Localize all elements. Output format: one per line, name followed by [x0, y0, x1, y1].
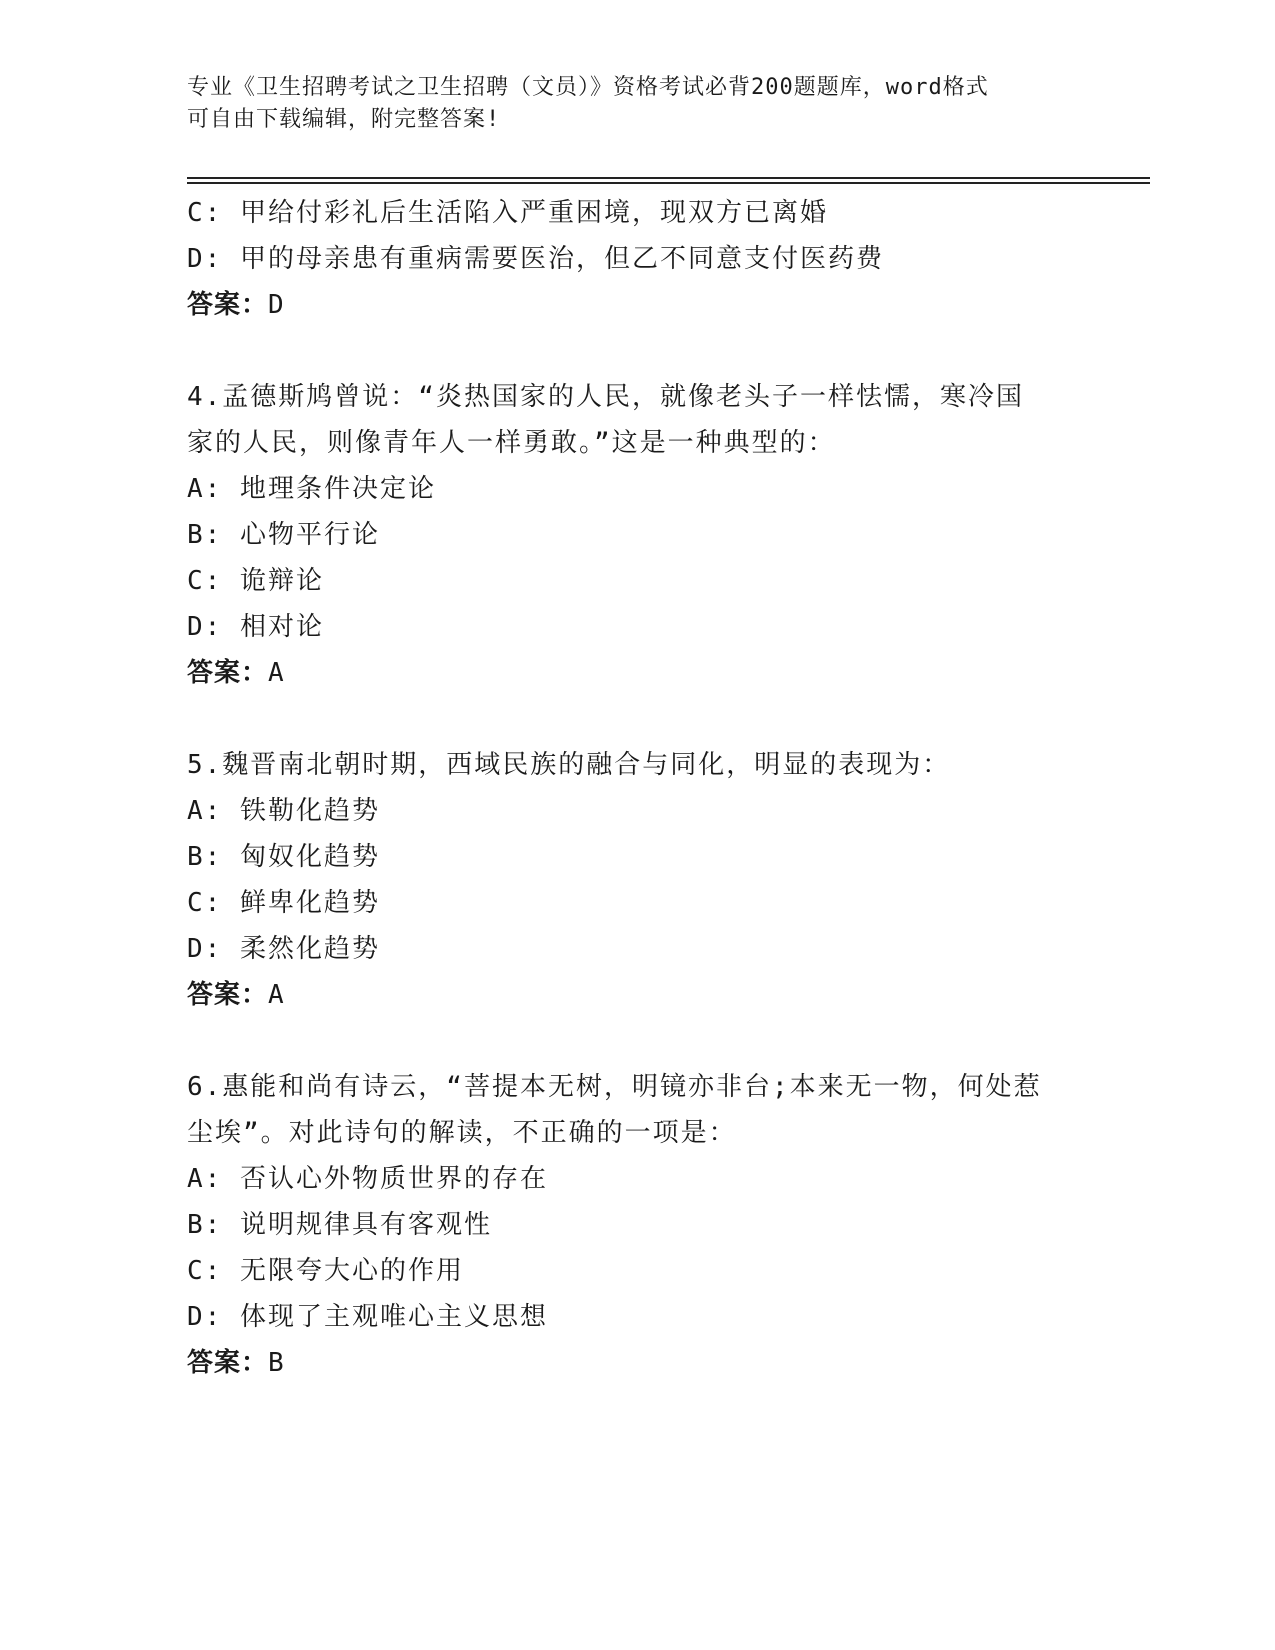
- option-a: A: 否认心外物质世界的存在: [187, 1164, 548, 1194]
- answer-line: [187, 1340, 1087, 1386]
- header-divider-top: [187, 177, 1150, 179]
- answer-value: B: [268, 1348, 285, 1378]
- answer-label: 答案：: [187, 980, 269, 1010]
- option-a: A: 铁勒化趋势: [187, 796, 380, 826]
- question-list: [187, 190, 1087, 1386]
- question-stem-continued: 尘埃”。对此诗句的解读，不正确的一项是：: [187, 1118, 737, 1148]
- answer-line: [187, 282, 1087, 328]
- option-c: C: 无限夸大心的作用: [187, 1256, 464, 1286]
- spacer: [187, 328, 1087, 374]
- header-line-1: 专业《卫生招聘考试之卫生招聘（文员）》资格考试必背200题题库，word格式: [187, 75, 989, 100]
- option-b: B: 说明规律具有客观性: [187, 1210, 492, 1240]
- answer-value: A: [268, 658, 285, 688]
- question-4: [187, 374, 1087, 696]
- option-c: C: 甲给付彩礼后生活陷入严重困境，现双方已离婚: [187, 198, 828, 228]
- question-5: [187, 742, 1087, 1018]
- answer-label: 答案：: [187, 658, 269, 688]
- option-b: B: 心物平行论: [187, 520, 380, 550]
- option-d: D: 相对论: [187, 612, 324, 642]
- spacer: [187, 1018, 1087, 1064]
- answer-value: A: [268, 980, 285, 1010]
- option-a: A: 地理条件决定论: [187, 474, 436, 504]
- document-header: [187, 72, 1067, 136]
- answer-value: D: [268, 290, 285, 320]
- question-stem-continued: 家的人民，则像青年人一样勇敢。”这是一种典型的：: [187, 428, 836, 458]
- question-stem: 5.魏晋南北朝时期，西域民族的融合与同化，明显的表现为：: [187, 750, 951, 780]
- answer-line: [187, 650, 1087, 696]
- header-line-2: 可自由下载编辑，附完整答案!: [187, 107, 501, 132]
- option-b: B: 匈奴化趋势: [187, 842, 380, 872]
- option-d: D: 体现了主观唯心主义思想: [187, 1302, 548, 1332]
- option-d: D: 柔然化趋势: [187, 934, 380, 964]
- answer-line: [187, 972, 1087, 1018]
- question-stem: 4.孟德斯鸠曾说：“炎热国家的人民，就像老头子一样怯懦，寒冷国: [187, 382, 1024, 412]
- option-c: C: 诡辩论: [187, 566, 324, 596]
- answer-label: 答案：: [187, 290, 269, 320]
- option-d: D: 甲的母亲患有重病需要医治，但乙不同意支付医药费: [187, 244, 884, 274]
- question-stem: 6.惠能和尚有诗云，“菩提本无树，明镜亦非台;本来无一物，何处惹: [187, 1072, 1042, 1102]
- option-c: C: 鲜卑化趋势: [187, 888, 380, 918]
- spacer: [187, 696, 1087, 742]
- question-3: [187, 190, 1087, 328]
- answer-label: 答案：: [187, 1348, 269, 1378]
- question-6: [187, 1064, 1087, 1386]
- header-divider-bottom: [187, 182, 1150, 184]
